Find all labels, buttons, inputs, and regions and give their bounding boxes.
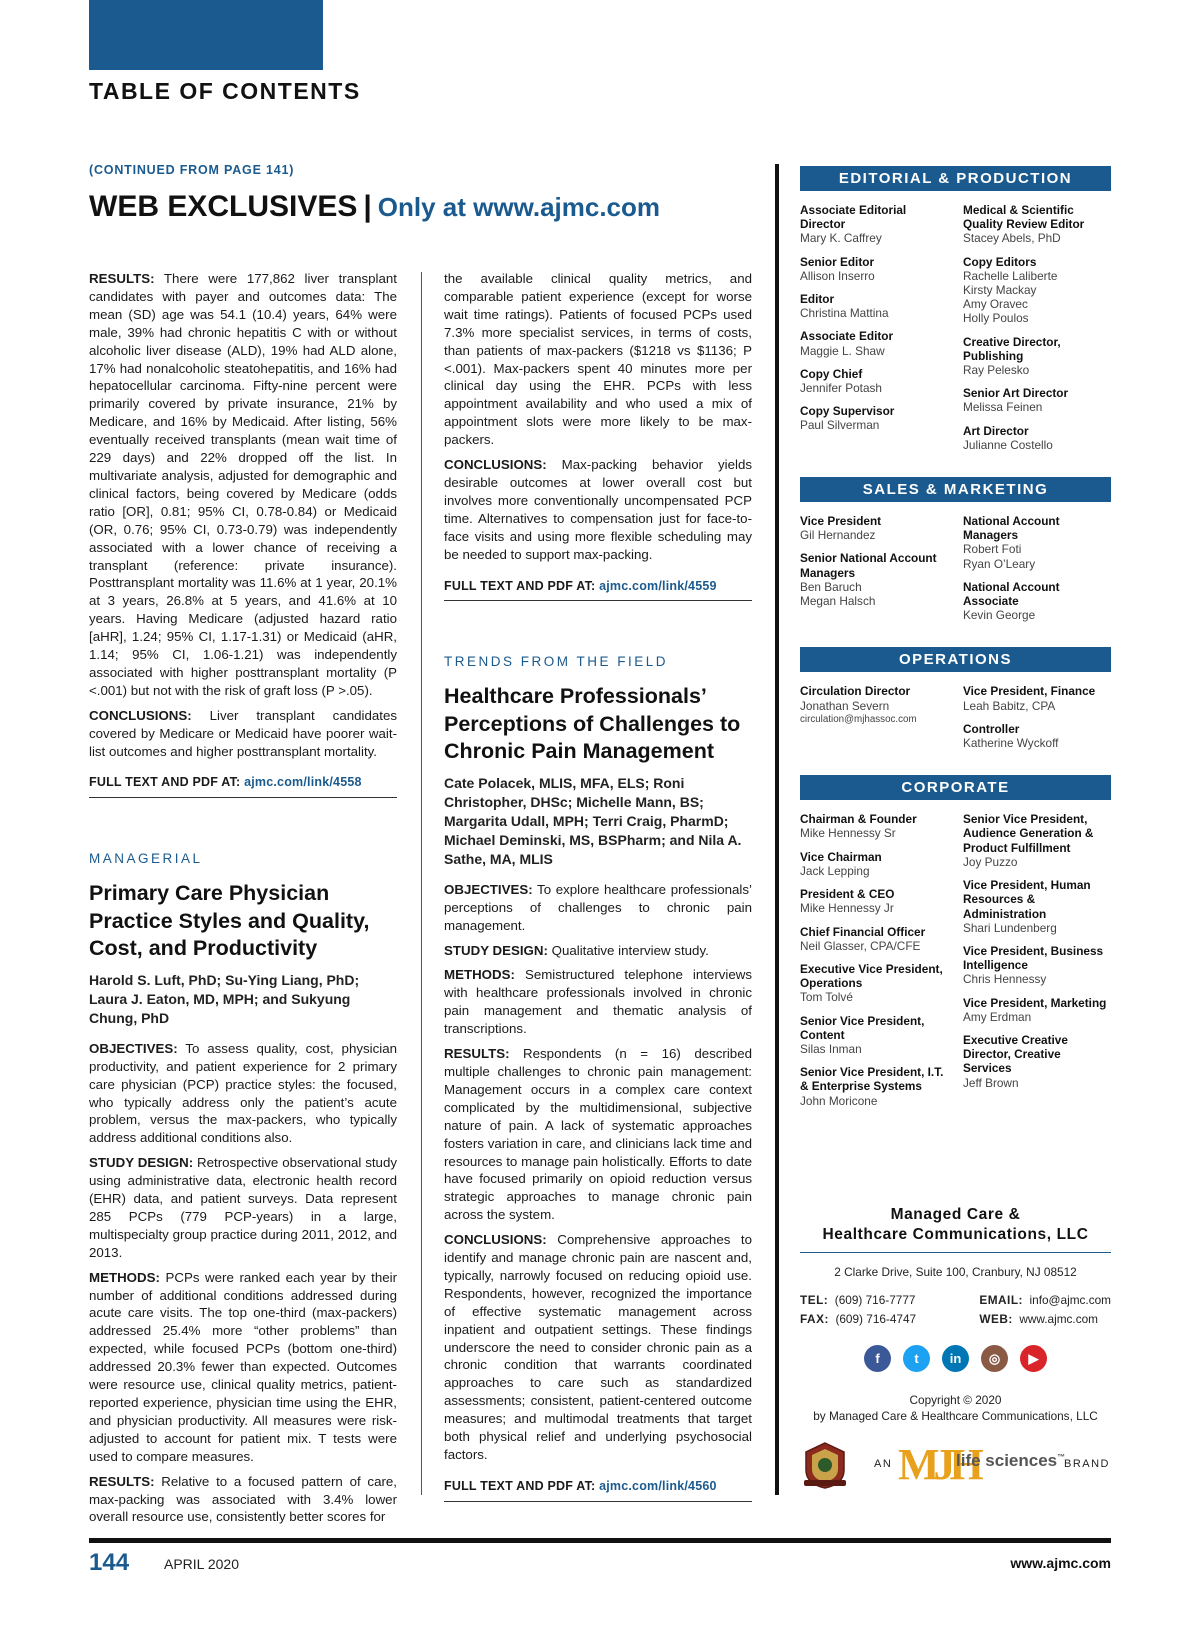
masthead-entry [800, 203, 948, 246]
web-label: WEB: [979, 1312, 1013, 1326]
masthead-entry [800, 551, 948, 608]
masthead-entry [800, 514, 948, 542]
results-label: RESULTS: [89, 1473, 155, 1489]
methods-paragraph [89, 1269, 397, 1466]
staff-name: Jack Lepping [800, 863, 870, 878]
study-design-label: STUDY DESIGN: [444, 942, 548, 958]
masthead-section-editorial [800, 166, 1111, 461]
staff-name: Neil Glasser, CPA/CFE [800, 938, 921, 953]
masthead-entry [963, 255, 1111, 326]
staff-role: Art Director [963, 423, 1029, 438]
company-name-line2: Healthcare Communications, LLC [822, 1226, 1089, 1243]
conclusions-text: Max-packing behavior yields desirable outcomes at lower overall cost but involves more conventionally uncompensated PCP time. Alternatives to compensation just for face-to-face visits and using more flexible scheduling may be needed to support max-packing. [444, 457, 752, 562]
staff-role: Copy Supervisor [800, 404, 895, 419]
copyright-line2: by Managed Care & Healthcare Communications, LLC [813, 1409, 1098, 1423]
contact-email [979, 1291, 1111, 1310]
mjh-logo: MJH [898, 1440, 978, 1489]
email-value[interactable]: info@ajmc.com [1029, 1293, 1111, 1307]
staff-role: Senior National Account Managers [800, 551, 937, 580]
web-exclusives-heading [89, 190, 660, 224]
study-design-paragraph [89, 1154, 397, 1261]
masthead-entry [800, 850, 948, 878]
staff-name: Amy Oravec [963, 297, 1028, 312]
social-icons [800, 1345, 1111, 1372]
staff-name: Allison Inserro [800, 268, 875, 283]
results-text: Respondents (n = 16) described multiple challenges to chronic pain management: Management occurs in a complex care context complicated by the multidimensional, subjective nature of pain. A lack of systematic approaches fosters variation in care, and clinicians lack time and resources to manage pain holistically. Efforts to date have focused primarily on opioid reduction versus strategic approaches to manage chronic pain across the system. [444, 1046, 752, 1223]
masthead-grid [800, 514, 1111, 631]
fulltext-label: FULL TEXT AND PDF AT: [444, 578, 600, 593]
staff-name: Ray Pelesko [963, 363, 1030, 378]
web-exclusives-title: WEB EXCLUSIVES [89, 190, 358, 223]
masthead-entry [800, 367, 948, 395]
results-label: RESULTS: [89, 271, 155, 286]
staff-role: Editor [800, 292, 835, 307]
masthead-divider [775, 164, 779, 1495]
masthead-col-right [963, 812, 1111, 1116]
article-authors: Cate Polacek, MLIS, MFA, ELS; Roni Christopher, DHSc; Michelle Mann, BS; Margarita Udall, MPH; Terri Craig, PharmD; Michael Deminski, MS, BSPharm; and Nila A. Sathe, MA, MLIS [444, 774, 742, 867]
fulltext-link-row [89, 774, 397, 798]
staff-role: Senior Vice President, Content [800, 1013, 925, 1042]
staff-name: Kevin George [963, 608, 1036, 623]
methods-text: PCPs were ranked each year by their number of additional conditions addressed during acute care visits. The top one-third (max-packers) addressed 25.4% more “other problems” than expected, while focused PCPs (bottom one-third) addressed 20.3% fewer than expected. Outcomes were resource use, clinical quality metrics, patient-reported experience, physician time using the EHR, and physician productivity. All measures were risk-adjusted to account for patient mix. T tests were used to compare measures. [89, 1269, 397, 1464]
staff-role: Vice President, Finance [963, 684, 1096, 699]
masthead-header: OPERATIONS [800, 647, 1111, 672]
staff-role: Chief Financial Officer [800, 924, 926, 939]
results-paragraph [89, 1473, 397, 1527]
page-title: TABLE OF CONTENTS [89, 78, 361, 104]
instagram-icon[interactable]: ◎ [981, 1345, 1008, 1372]
staff-role: Associate Editor [800, 329, 894, 344]
masthead-section-corporate [800, 775, 1111, 1116]
conclusions-text: Liver transplant candidates covered by Medicare or Medicaid have poorer wait-list outcomes and higher posttransplant mortality. [89, 707, 397, 759]
brand-an: AN [874, 1458, 893, 1470]
results-text: There were 177,862 liver transplant candidates with payer and outcomes data: The mean (SD) age was 54.1 (10.4) years, 64% were male, 39% had chronic hepatitis C with or without alcoholic liver disease (ALD), 19% had ALD alone, 17% had nonalcoholic steatohepatitis, and 16% had hepatocellular carcinoma. Fifty-nine percent were primarily covered by private insurance, 21% by Medicare, and 16% by Medicaid. After listing, 56% eventually received transplants (mean wait time of 229 days) and 22% dropped off the list. In multivariate analysis, adjusted for demographic and clinical factors, being covered by Medicare (odds ratio [OR], 0.81; 95% CI, 0.78-0.84) or Medicaid (OR, 0.76; 95% CI, 0.73-0.79) was independently associated with a lower chance of receiving a transplant (reference: private insurance). Posttransplant mortality was 11.6% at 1 year, 20.1% at 3 years, 26.8% at 5 years, and 41.6% at 10 years. Having Medicare (adjusted hazard ratio [aHR], 1.24; 95% CI, 1.17-1.31) or Medicaid (aHR, 1.14; 95% CI, 1.06-1.21) was independently associated with higher posttransplant mortality (P <.001) but not with the risk of graft loss (P >.05). [89, 271, 397, 698]
masthead-header: CORPORATE [800, 775, 1111, 800]
fulltext-label: FULL TEXT AND PDF AT: [89, 775, 245, 790]
staff-name: Tom Tolvé [800, 990, 853, 1005]
staff-role: Senior Vice President, Audience Generation & Product Fulfillment [963, 812, 1094, 855]
staff-role: Vice President [800, 514, 882, 529]
footer-website[interactable]: www.ajmc.com [1010, 1555, 1111, 1571]
staff-name: Jennifer Potash [800, 381, 882, 396]
masthead-header: EDITORIAL & PRODUCTION [800, 166, 1111, 191]
masthead-entry [963, 996, 1111, 1024]
web-value[interactable]: www.ajmc.com [1019, 1312, 1098, 1326]
objectives-paragraph [89, 1040, 397, 1147]
staff-role: Vice Chairman [800, 849, 882, 864]
staff-name: Stacey Abels, PhD [963, 231, 1061, 246]
article-title-pcp[interactable]: Primary Care Physician Practice Styles and Quality, Cost, and Productivity [89, 881, 370, 961]
staff-role: Senior Editor [800, 254, 875, 269]
facebook-icon[interactable]: f [864, 1345, 891, 1372]
staff-name: Ryan O’Leary [963, 556, 1036, 571]
fulltext-link[interactable]: ajmc.com/link/4560 [599, 1478, 717, 1493]
heading-separator: | [363, 190, 372, 223]
staff-name: Amy Erdman [963, 1009, 1032, 1024]
staff-name: Holly Poulos [963, 311, 1029, 326]
staff-role: Chairman & Founder [800, 812, 917, 827]
staff-name: Maggie L. Shaw [800, 343, 885, 358]
staff-role: Vice President, Marketing [963, 995, 1107, 1010]
masthead-entry [800, 1065, 948, 1108]
masthead-entry [800, 962, 948, 1005]
company-name [800, 1205, 1111, 1253]
article-title-chronic-pain[interactable]: Healthcare Professionals’ Perceptions of Challenges to Chronic Pain Management [444, 684, 741, 764]
masthead-col-left [800, 684, 948, 759]
company-name-line1: Managed Care & [890, 1206, 1021, 1223]
staff-role: Executive Creative Director, Creative Services [963, 1032, 1068, 1076]
fulltext-link-row [444, 578, 752, 602]
masthead-entry [963, 514, 1111, 571]
study-design-text: Retrospective observational study using administrative data, electronic health record (EHR) data, and patient surveys. Data represent 285 PCPs (779 PCP-years) in a large, multispecialty group practice during 2011, 2012, and 2013. [89, 1155, 397, 1260]
section-label-trends: TRENDS FROM THE FIELD [444, 654, 669, 670]
section-label-managerial: MANAGERIAL [89, 851, 203, 867]
contact-web-block [979, 1291, 1111, 1329]
masthead-entry [963, 386, 1111, 414]
results-text: Relative to a focused pattern of care, max-packing was associated with 3.4% lower overall resource use, consistently better scores for [89, 1473, 397, 1525]
objectives-label: OBJECTIVES: [444, 881, 533, 897]
issue-date: APRIL 2020 [164, 1556, 239, 1572]
masthead-entry [800, 292, 948, 320]
linkedin-icon[interactable]: in [942, 1345, 969, 1372]
conclusions-text: Comprehensive approaches to identify and manage chronic pain are nascent and, typically, narrowly focused on reducing opioid use. Respondents, however, recognized the importance of effective systematic management across inpatient and outpatient settings. These findings underscore the need to consider chronic pain as a chronic condition that warrants coordinated approaches to care such as standardized assessments; consistent, patient-centered outcome measures; and multimodal treatments that target both physical relief and underlying psychosocial factors. [444, 1232, 752, 1462]
masthead-entry [963, 722, 1111, 750]
staff-name: Mike Hennessy Sr [800, 826, 896, 841]
contact-fax [800, 1310, 916, 1329]
staff-role: Medical & Scientific Quality Review Editor [963, 203, 1085, 232]
copyright-line1: Copyright © 2020 [909, 1393, 1002, 1407]
masthead-grid [800, 203, 1111, 461]
masthead-col-right [963, 203, 1111, 461]
contact-tel [800, 1291, 916, 1310]
staff-name: John Moricone [800, 1093, 878, 1108]
conclusions-label: CONCLUSIONS: [444, 457, 547, 473]
staff-role: National Account Managers [963, 514, 1060, 543]
masthead-header: SALES & MARKETING [800, 477, 1111, 502]
masthead-col-right [963, 514, 1111, 631]
staff-email[interactable]: circulation@mjhassoc.com [800, 713, 917, 725]
brand-row [800, 1437, 1111, 1493]
objectives-text: To assess quality, cost, physician productivity, and patient experience for 2 primary care physician (PCP) practice styles: the focused, who typically address only the patient’s acute problem, versus the max-packers, who typically address additional conditions also. [89, 1040, 397, 1146]
life-sciences-text: life sciences [956, 1451, 1058, 1470]
tel-label: TEL: [800, 1293, 829, 1307]
staff-name: Katherine Wyckoff [963, 736, 1059, 751]
masthead-col-left [800, 514, 948, 631]
staff-name: Silas Inman [800, 1041, 862, 1056]
masthead-entry [800, 329, 948, 357]
masthead-grid [800, 684, 1111, 759]
masthead-entry [800, 925, 948, 953]
conclusions-paragraph [444, 1231, 752, 1464]
top-accent-bar [89, 0, 323, 70]
masthead-section-sales [800, 477, 1111, 631]
results-continued-paragraph: the available clinical quality metrics, and comparable patient experience (except for worse wait time ratings). Patients of focused PCPs used 7.3% more specialist services, in terms of costs, than patients of max-packers ($1218 vs $1136; P <.001). Max-packers spent 40 minutes more per clinical day using the EHR. PCPs with less appointment availability and who used a mix of appointment slots were more likely to be max-packers. [444, 271, 752, 448]
tel-value[interactable]: (609) 716-7777 [834, 1293, 916, 1307]
staff-role: Copy Editors [963, 254, 1037, 269]
methods-text: Semistructured telephone interviews with healthcare professionals involved in chronic pain management and thematic analysis of transcriptions. [444, 967, 752, 1037]
staff-name: Julianne Costello [963, 437, 1053, 452]
masthead-entry [800, 887, 948, 915]
objectives-label: OBJECTIVES: [89, 1040, 178, 1056]
fulltext-link-row [444, 1478, 752, 1502]
staff-role: Vice President, Human Resources & Administration [963, 878, 1091, 921]
conclusions-paragraph [89, 707, 397, 761]
staff-name: Leah Babitz, CPA [963, 698, 1056, 713]
company-address: 2 Clarke Drive, Suite 100, Cranbury, NJ 08512 [834, 1265, 1077, 1279]
methods-label: METHODS: [89, 1269, 160, 1285]
methods-paragraph [444, 966, 752, 1038]
masthead-entry [963, 203, 1111, 246]
staff-role: President & CEO [800, 887, 895, 902]
conclusions-label: CONCLUSIONS: [89, 707, 192, 723]
masthead [800, 166, 1111, 1133]
article-column-left [89, 270, 397, 1533]
staff-name: Megan Halsch [800, 594, 876, 609]
staff-name: Mike Hennessy Jr [800, 901, 894, 916]
staff-role: National Account Associate [963, 579, 1060, 609]
staff-role: Senior Art Director [963, 386, 1069, 401]
staff-role: Creative Director, Publishing [963, 334, 1061, 363]
masthead-col-right [963, 684, 1111, 759]
objectives-text: To explore healthcare professionals’ perceptions of challenges to chronic pain management. [444, 881, 752, 933]
fulltext-label: FULL TEXT AND PDF AT: [444, 1478, 600, 1493]
masthead-entry [800, 404, 948, 432]
staff-name: Jeff Brown [963, 1075, 1019, 1090]
staff-name: Ben Baruch [800, 579, 862, 594]
company-seal-icon [800, 1440, 850, 1490]
staff-name: Chris Hennessy [963, 972, 1047, 987]
masthead-entry [963, 1033, 1111, 1090]
fax-value: (609) 716-4747 [835, 1312, 917, 1326]
masthead-entry [963, 335, 1111, 378]
staff-role: Circulation Director [800, 684, 911, 699]
staff-name: Robert Foti [963, 542, 1022, 557]
continued-note: (CONTINUED FROM PAGE 141) [89, 163, 295, 177]
study-design-paragraph [444, 942, 752, 960]
conclusions-paragraph [444, 456, 752, 563]
company-contact [800, 1291, 1111, 1329]
copyright [800, 1392, 1111, 1424]
trademark-mark: ™ [1057, 1452, 1066, 1462]
masthead-entry [800, 812, 948, 840]
masthead-entry [963, 878, 1111, 935]
study-design-label: STUDY DESIGN: [89, 1155, 194, 1171]
staff-name: Christina Mattina [800, 306, 889, 321]
life-sciences-wordmark [956, 1451, 1065, 1471]
fax-label: FAX: [800, 1312, 829, 1326]
staff-name: Rachelle Laliberte [963, 268, 1058, 283]
masthead-col-left [800, 203, 948, 461]
footer-rule [89, 1538, 1111, 1543]
brand-word: BRAND [1064, 1458, 1111, 1470]
masthead-entry [963, 812, 1111, 869]
column-divider [421, 272, 422, 1495]
staff-role: Vice President, Business Intelligence [963, 943, 1104, 973]
staff-name: Mary K. Caffrey [800, 231, 882, 246]
fulltext-link[interactable]: ajmc.com/link/4559 [599, 578, 717, 593]
staff-name: Gil Hernandez [800, 528, 876, 543]
web-exclusives-url[interactable]: Only at www.ajmc.com [377, 192, 661, 222]
masthead-entry [800, 684, 948, 725]
staff-role: Executive Vice President, Operations [800, 961, 943, 991]
masthead-section-operations [800, 647, 1111, 759]
masthead-entry [800, 255, 948, 283]
email-label: EMAIL: [979, 1293, 1023, 1307]
twitter-icon[interactable]: t [903, 1345, 930, 1372]
staff-name: Jonathan Severn [800, 698, 890, 713]
masthead-entry [963, 424, 1111, 452]
staff-role: Controller [963, 721, 1020, 736]
masthead-entry [963, 580, 1111, 623]
conclusions-label: CONCLUSIONS: [444, 1232, 547, 1248]
methods-label: METHODS: [444, 967, 515, 983]
staff-name: Melissa Feinen [963, 400, 1043, 415]
results-label: RESULTS: [444, 1046, 510, 1062]
objectives-paragraph [444, 881, 752, 935]
masthead-entry [963, 684, 1111, 712]
staff-role: Copy Chief [800, 366, 863, 381]
staff-role: Associate Editorial Director [800, 203, 907, 232]
results-paragraph [444, 1045, 752, 1224]
staff-name: Shari Lundenberg [963, 920, 1057, 935]
study-design-text: Qualitative interview study. [547, 942, 709, 958]
masthead-col-left [800, 812, 948, 1116]
company-info [800, 1205, 1111, 1424]
masthead-entry [963, 944, 1111, 987]
fulltext-link[interactable]: ajmc.com/link/4558 [244, 775, 362, 790]
staff-name: Paul Silverman [800, 418, 880, 433]
article-column-middle [444, 270, 752, 1502]
youtube-icon[interactable]: ▶ [1020, 1345, 1047, 1372]
masthead-entry [800, 1014, 948, 1057]
masthead-grid [800, 812, 1111, 1116]
contact-phone-block [800, 1291, 916, 1329]
staff-name: Joy Puzzo [963, 854, 1018, 869]
contact-web [979, 1310, 1111, 1329]
page-number: 144 [89, 1549, 130, 1576]
staff-name: Kirsty Mackay [963, 283, 1037, 298]
article-authors: Harold S. Luft, PhD; Su-Ying Liang, PhD; Laura J. Eaton, MD, MPH; and Sukyung Chung, PhD [89, 971, 360, 1026]
results-paragraph [89, 270, 397, 700]
staff-role: Senior Vice President, I.T. & Enterprise Systems [800, 1065, 944, 1094]
